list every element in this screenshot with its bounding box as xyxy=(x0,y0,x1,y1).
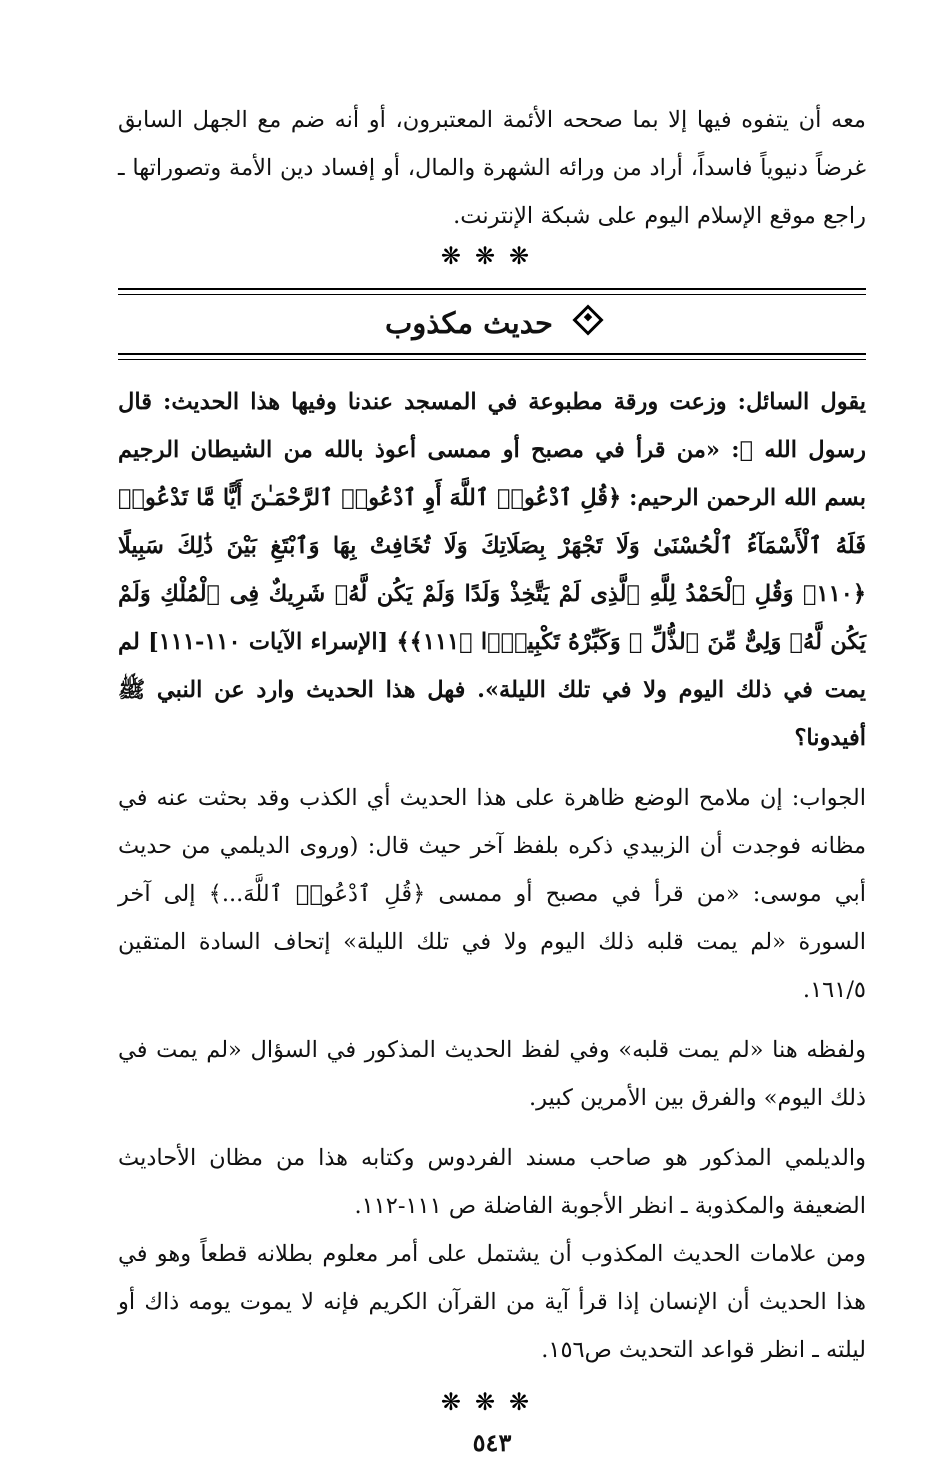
answer-section xyxy=(118,774,866,1374)
question-paragraph: يقول السائل: وزعت ورقة مطبوعة في المسجد عندنا وفيها هذا الحديث: قال رسول الله ﷺ: «من قرأ في مصبح أو ممسى أعوذ بالله من الشيطان الرجيم بسم الله الرحمن الرحيم: ﴿قُلِ ٱدْعُوا۟ ٱللَّهَ أَوِ ٱدْعُوا۟ ٱلرَّحْمَـٰنَ أَيًّا مَّا تَدْعُوا۟ فَلَهُ ٱلْأَسْمَآءُ ٱلْحُسْنَىٰ وَلَا تَجْهَرْ بِصَلَاتِكَ وَلَا تُخَافِتْ بِهَا وَٱبْتَغِ بَيْنَ ذَٰلِكَ سَبِيلًا ﴿١١٠﴾ وَقُلِ ٱلْحَمْدُ لِلَّهِ ٱلَّذِى لَمْ يَتَّخِذْ وَلَدًا وَلَمْ يَكُن لَّهُۥ شَرِيكٌ فِى ٱلْمُلْكِ وَلَمْ يَكُن لَّهُۥ وَلِىٌّ مِّنَ ٱلذُّلِّ ۖ وَكَبِّرْهُ تَكْبِيرًۢا ﴿١١١﴾﴾ [الإسراء الآيات ١١٠-١١١] لم يمت في ذلك اليوم ولا في تلك الليلة». فهل هذا الحديث وارد عن النبي ﷺ أفيدونا؟ xyxy=(118,389,867,751)
heading-rule-top xyxy=(118,288,866,290)
page-number: ٥٤٣ xyxy=(472,1428,512,1457)
separator-stars-top: ❋❋❋ xyxy=(440,242,544,270)
diamond-icon xyxy=(572,304,603,335)
answer-paragraph: والديلمي المذكور هو صاحب مسند الفردوس وكتابه هذا من مظان الأحاديث الضعيفة والمكذوبة ـ انظر الأجوبة الفاضلة ص ١١١-١١٢. xyxy=(118,1145,866,1219)
heading-rule-bottom xyxy=(118,353,866,355)
answer-paragraph: الجواب: إن ملامح الوضع ظاهرة على هذا الحديث أي الكذب وقد بحثت عنه في مظانه فوجدت أن الزبيدي ذكره بلفظ آخر حيث قال: (وروى الديلمي من حديث أبي موسى: «من قرأ في مصبح أو ممسى ﴿قُلِ ٱدْعُوا۟ ٱللَّهَ...﴾ إلى آخر السورة «لم يمت قلبه ذلك اليوم ولا في تلك الليلة» إتحاف السادة المتقين ١٦١/٥. xyxy=(118,785,866,1003)
section-heading xyxy=(118,295,866,353)
intro-paragraph: معه أن يتفوه فيها إلا بما صححه الأئمة المعتبرون، أو أنه ضم مع الجهل السابق غرضاً دنيوياً فاسداً، أراد من ورائه الشهرة والمال، أو إفساد دين الأمة وتصوراتها ـ راجع موقع الإسلام اليوم على شبكة الإنترنت. xyxy=(118,107,866,229)
heading-rule-bottom-thin xyxy=(118,359,866,360)
section-heading-frame xyxy=(118,288,866,360)
question-section xyxy=(118,378,866,762)
separator-stars-bottom: ❋❋❋ xyxy=(440,1388,544,1416)
answer-paragraph: ومن علامات الحديث المكذوب أن يشتمل على أمر معلوم بطلانه قطعاً وهو في هذا الحديث أن الإنسان إذا قرأ آية من القرآن الكريم فإنه لا يموت يومه ذاك أو ليلته ـ انظر قواعد التحديث ص١٥٦. xyxy=(118,1241,866,1363)
section-title: حديث مكذوب xyxy=(385,306,553,340)
answer-paragraph: ولفظه هنا «لم يمت قلبه» وفي لفظ الحديث المذكور في السؤال «لم يمت في ذلك اليوم» والفرق بين الأمرين كبير. xyxy=(118,1037,866,1111)
